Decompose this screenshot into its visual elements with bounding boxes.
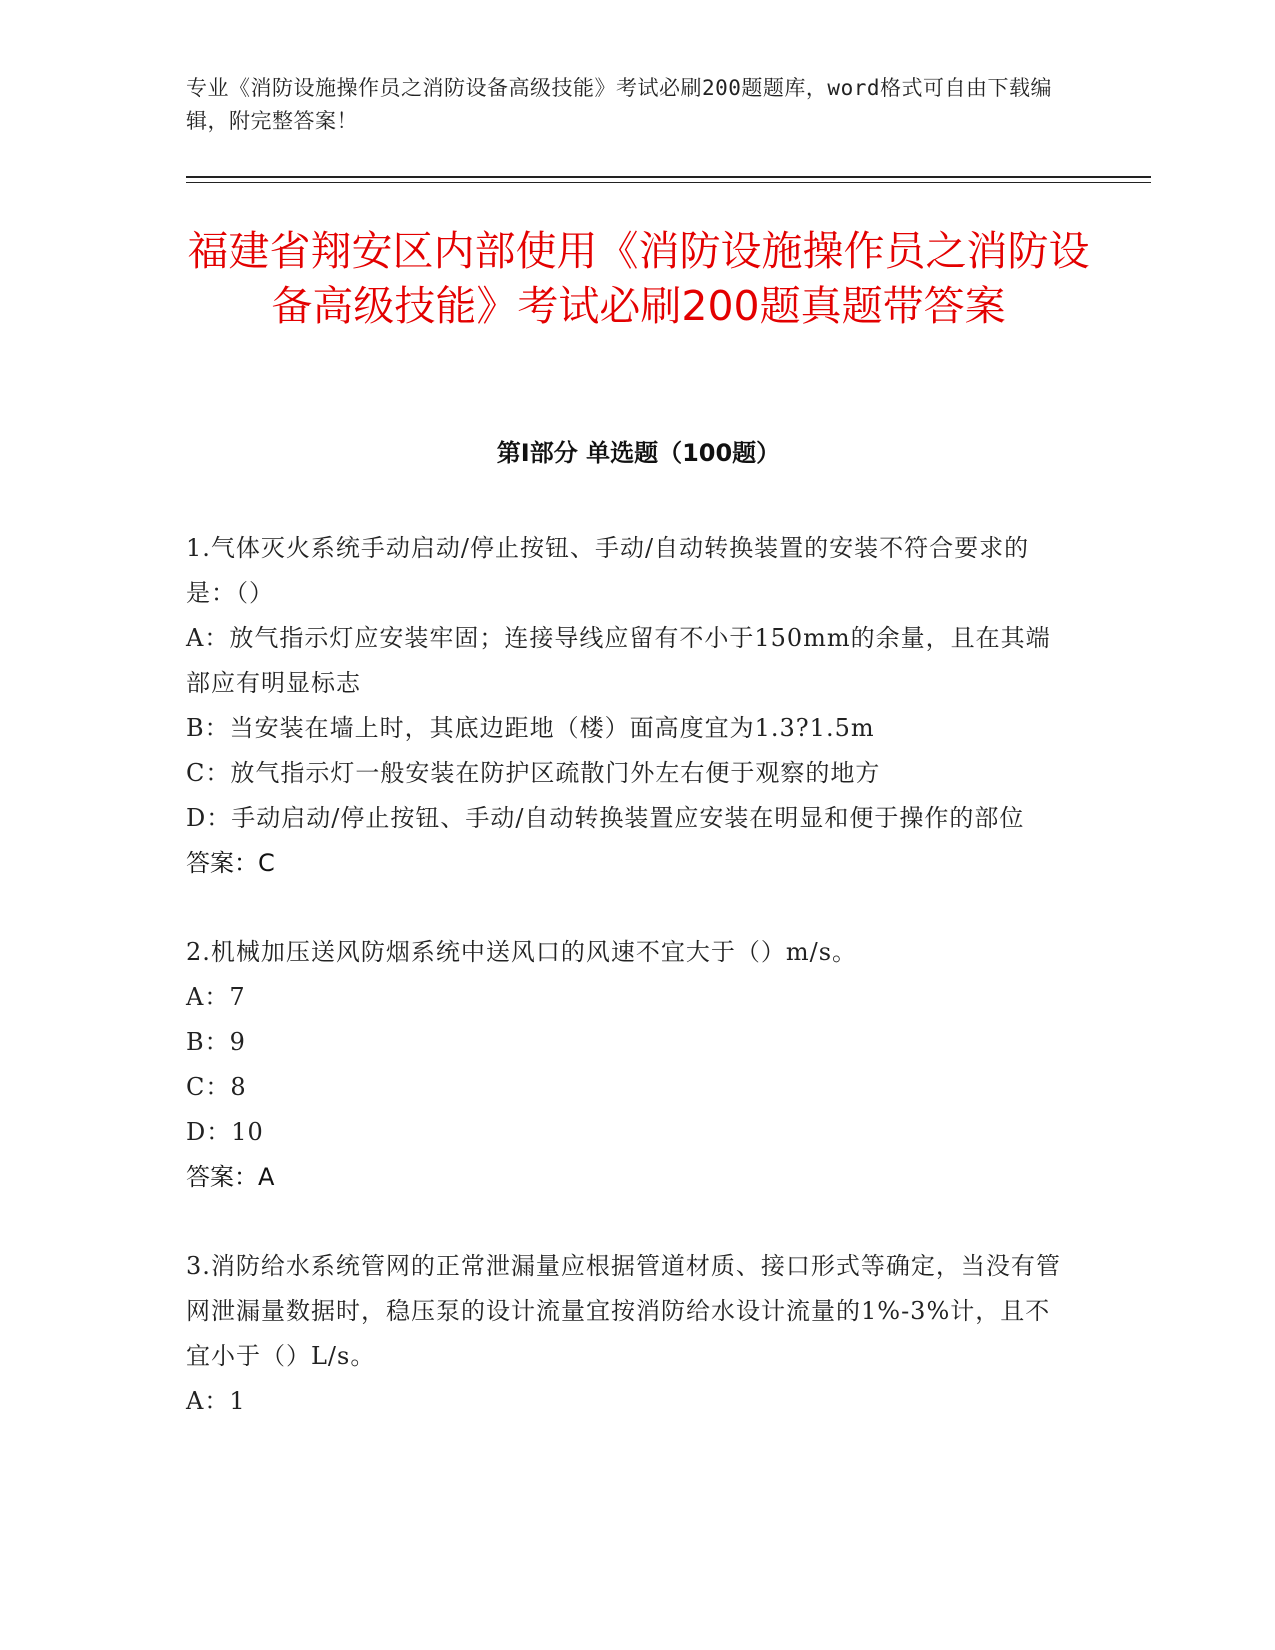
header-rule-thick bbox=[186, 176, 1151, 178]
option-a: A：7 bbox=[186, 983, 246, 1011]
question-2 bbox=[186, 930, 1066, 1200]
header-note: 专业《消防设施操作员之消防设备高级技能》考试必刷200题题库，word格式可自由下载编辑，附完整答案！ bbox=[186, 76, 1052, 133]
question-stem: 3.消防给水系统管网的正常泄漏量应根据管道材质、接口形式等确定，当没有管网泄漏量数据时，稳压泵的设计流量宜按消防给水设计流量的1%-3%计，且不宜小于（）L/s。 bbox=[186, 1252, 1061, 1370]
option-b: B：当安装在墙上时，其底边距地（楼）面高度宜为1.3?1.5m bbox=[186, 714, 875, 742]
section-title: 第I部分 单选题（100题） bbox=[496, 439, 781, 467]
question-stem: 2.机械加压送风防烟系统中送风口的风速不宜大于（）m/s。 bbox=[186, 938, 858, 966]
question-list bbox=[186, 526, 1066, 1468]
option-a: A：1 bbox=[186, 1387, 246, 1415]
option-c: C：8 bbox=[186, 1073, 247, 1101]
option-d: D：手动启动/停止按钮、手动/自动转换装置应安装在明显和便于操作的部位 bbox=[186, 804, 1025, 832]
document-title: 福建省翔安区内部使用《消防设施操作员之消防设备高级技能》考试必刷200题真题带答案 bbox=[187, 227, 1090, 330]
option-d: D：10 bbox=[186, 1118, 264, 1146]
answer-line: 答案：A bbox=[186, 1163, 275, 1191]
option-c: C：放气指示灯一般安装在防护区疏散门外左右便于观察的地方 bbox=[186, 759, 881, 787]
question-3 bbox=[186, 1244, 1066, 1424]
question-1 bbox=[186, 526, 1066, 886]
header-rule-thin bbox=[186, 182, 1151, 183]
option-a: A：放气指示灯应安装牢固；连接导线应留有不小于150mm的余量，且在其端部应有明显标志 bbox=[186, 624, 1051, 697]
option-b: B：9 bbox=[186, 1028, 246, 1056]
answer-line: 答案：C bbox=[186, 849, 275, 877]
question-stem: 1.气体灭火系统手动启动/停止按钮、手动/自动转换装置的安装不符合要求的是：（） bbox=[186, 534, 1030, 607]
